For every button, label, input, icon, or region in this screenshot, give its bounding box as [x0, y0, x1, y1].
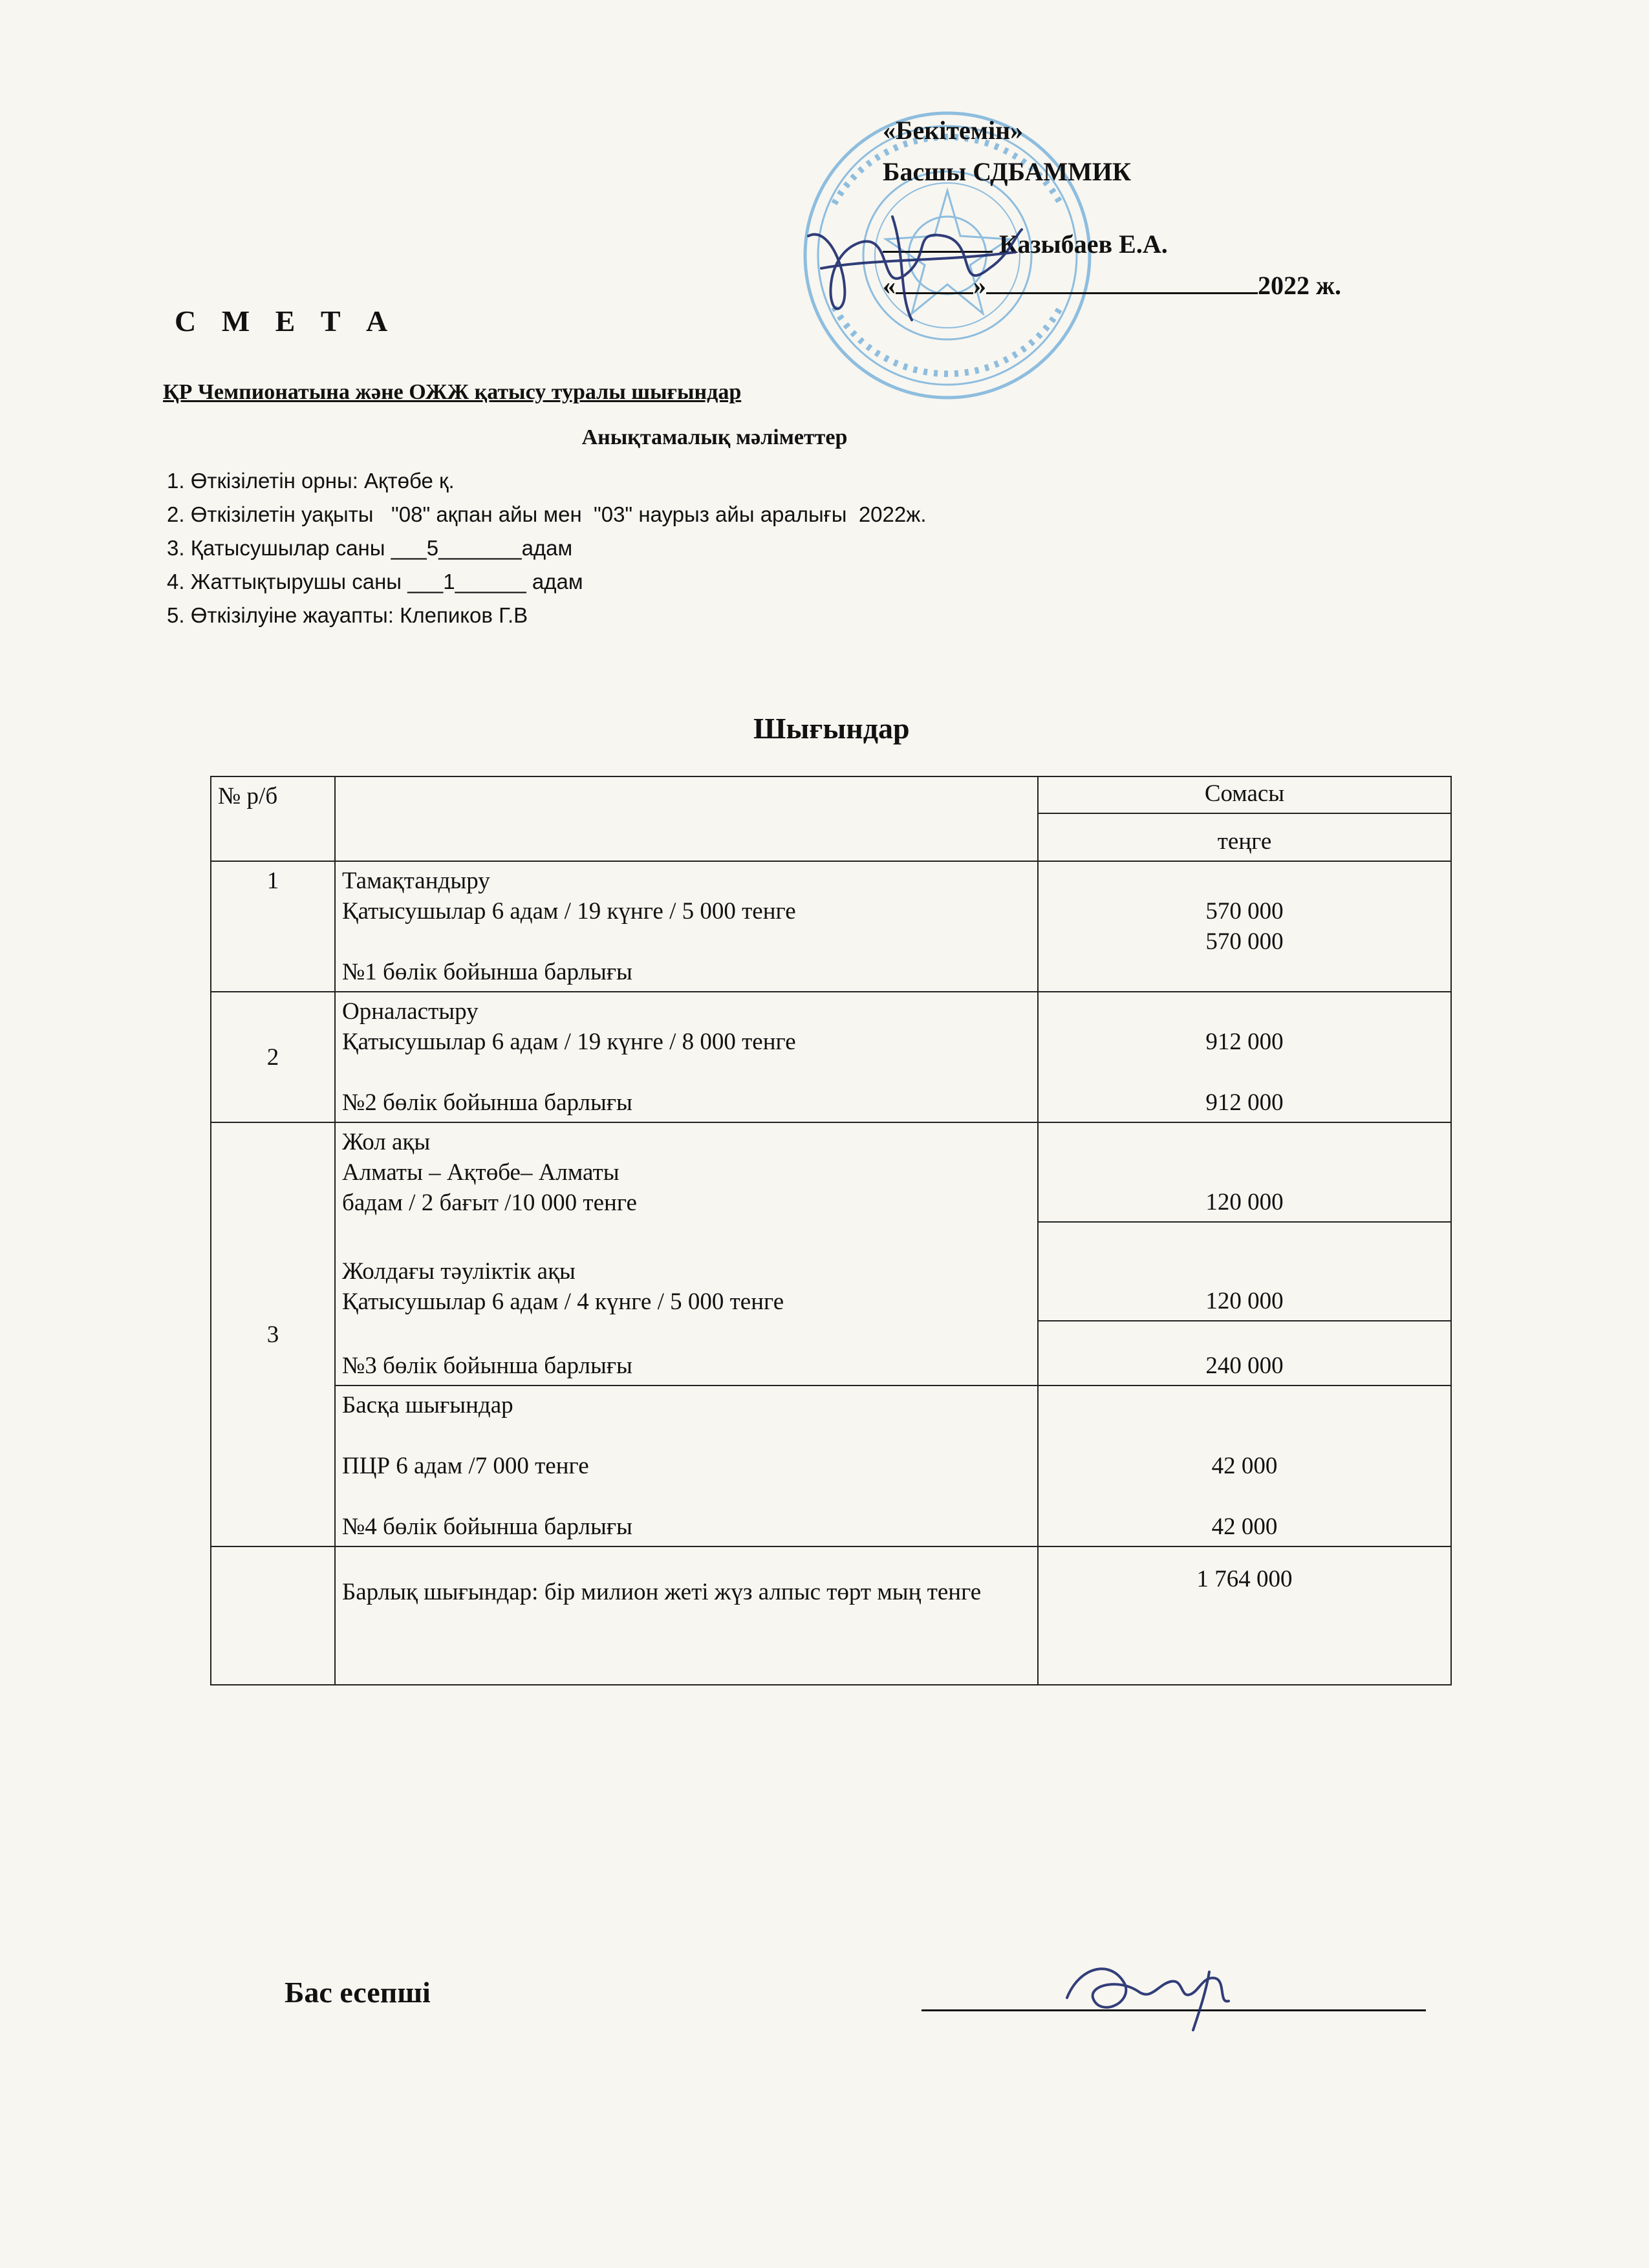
- header-currency: теңге: [1038, 813, 1451, 861]
- bleed-through-text: ⠀: [1287, 214, 1306, 243]
- expenses-table: [210, 776, 1452, 1685]
- row3-title: Жол ақы: [342, 1129, 431, 1155]
- info-dates: 2. Өткізілетін уақыты "08" ақпан айы мен "03" наурыз айы аралығы 2022ж.: [167, 502, 927, 526]
- info-participants-value: ___5_______: [391, 536, 522, 560]
- row2-title: Орналастыру: [342, 998, 479, 1025]
- row4-line: ПЦР 6 адам /7 000 тенге: [342, 1453, 589, 1479]
- row2-line: Қатысушылар 6 адам / 19 күнге / 8 000 тенге: [342, 1029, 796, 1055]
- info-responsible: 5. Өткізілуіне жауапты: Клепиков Г.В: [167, 603, 528, 627]
- header-description: [335, 776, 1038, 861]
- row2-total-label: №2 бөлік бойынша барлығы: [342, 1089, 632, 1116]
- row3-line: бадам / 2 бағыт /10 000 тенге: [342, 1190, 637, 1216]
- row1-amount: 570 000: [1205, 898, 1284, 925]
- document-subtitle: ҚР Чемпионатына және ОЖЖ қатысу туралы шығындар: [163, 380, 742, 404]
- table-header-row: [211, 776, 1451, 813]
- row3-amount: 120 000: [1205, 1189, 1284, 1215]
- header-amount: Сомасы: [1038, 776, 1451, 813]
- reference-title: Анықтамалық мәліметтер: [581, 425, 848, 449]
- row4-amount: 42 000: [1211, 1453, 1278, 1479]
- row2-number: 2: [211, 992, 335, 1122]
- row3-total-cell: [1038, 1321, 1451, 1385]
- approval-heading: «Бекітемін»: [883, 116, 1024, 145]
- approval-position: Басшы СДБАММИК: [883, 157, 1132, 186]
- row1-description: [335, 861, 1038, 992]
- row3-description-a: [335, 1122, 1038, 1222]
- table-row-total: [211, 1546, 1451, 1685]
- row3-description-c: [335, 1321, 1038, 1385]
- info-participants-unit: адам: [521, 536, 573, 560]
- row3-number: 3: [211, 1122, 335, 1546]
- grand-amount: 1 764 000: [1196, 1566, 1293, 1592]
- grand-amount-cell: [1038, 1546, 1451, 1685]
- accountant-signature: [1054, 1946, 1248, 2037]
- info-trainers-value: ___1______: [407, 570, 526, 594]
- row4-description: [335, 1385, 1038, 1546]
- row1-number: 1: [211, 861, 335, 992]
- info-participants: [167, 531, 926, 565]
- table-row: [211, 861, 1451, 992]
- approval-name: Казыбаев Е.А.: [999, 230, 1168, 259]
- date-open-quote: «: [883, 271, 896, 300]
- document-title: С М Е Т А: [175, 305, 397, 337]
- table-row: [211, 1222, 1451, 1321]
- row3-description-b: [335, 1222, 1038, 1321]
- table-row: [211, 1122, 1451, 1222]
- row3-amount2-cell: [1038, 1222, 1451, 1321]
- row4-total: 42 000: [1211, 1514, 1278, 1540]
- row1-total: 570 000: [1205, 928, 1284, 955]
- grand-number: [211, 1546, 335, 1685]
- row3-title2: Жолдағы тәуліктік ақы: [342, 1258, 576, 1285]
- row4-title: Басқа шығындар: [342, 1392, 513, 1418]
- grand-label: Барлық шығындар: бір милион жеті жүз алпыс төрт мың тенге: [342, 1579, 982, 1605]
- info-participants-label: 3. Қатысушылар саны: [167, 536, 391, 560]
- director-signature: [795, 197, 1028, 326]
- row1-title: Тамақтандыру: [342, 868, 490, 894]
- date-close-quote: »: [973, 271, 986, 300]
- row3-total: 240 000: [1205, 1353, 1284, 1379]
- row4-total-label: №4 бөлік бойынша барлығы: [342, 1514, 632, 1540]
- info-venue: 1. Өткізілетін орны: Ақтөбе қ.: [167, 469, 455, 493]
- approval-year: 2022 ж.: [1258, 271, 1342, 300]
- info-trainers-unit: адам: [526, 570, 583, 594]
- row2-total: 912 000: [1205, 1089, 1284, 1116]
- row3-line2: Қатысушылар 6 адам / 4 күнге / 5 000 тенге: [342, 1289, 784, 1315]
- reference-info: [167, 464, 926, 632]
- table-row: [211, 1385, 1451, 1546]
- info-trainers: [167, 565, 926, 599]
- row2-description: [335, 992, 1038, 1122]
- row2-amounts: [1038, 992, 1451, 1122]
- info-trainers-label: 4. Жаттықтырушы саны: [167, 570, 408, 594]
- row1-amounts: [1038, 861, 1451, 992]
- grand-description: [335, 1546, 1038, 1685]
- expenses-title: Шығындар: [753, 712, 910, 745]
- row1-line: Қатысушылар 6 адам / 19 күнге / 5 000 тенге: [342, 898, 796, 925]
- header-number: № р/б: [211, 776, 335, 861]
- row3-route: Алматы – Ақтөбе– Алматы: [342, 1159, 620, 1186]
- row3-amount-cell: [1038, 1122, 1451, 1222]
- row3-amount2: 120 000: [1205, 1288, 1284, 1314]
- table-row: [211, 1321, 1451, 1385]
- row4-amounts: [1038, 1385, 1451, 1546]
- row2-amount: 912 000: [1205, 1029, 1284, 1055]
- chief-accountant-label: Бас есепші: [285, 1976, 431, 2009]
- row1-total-label: №1 бөлік бойынша барлығы: [342, 959, 632, 985]
- row3-total-label: №3 бөлік бойынша барлығы: [342, 1353, 632, 1379]
- table-row: [211, 992, 1451, 1122]
